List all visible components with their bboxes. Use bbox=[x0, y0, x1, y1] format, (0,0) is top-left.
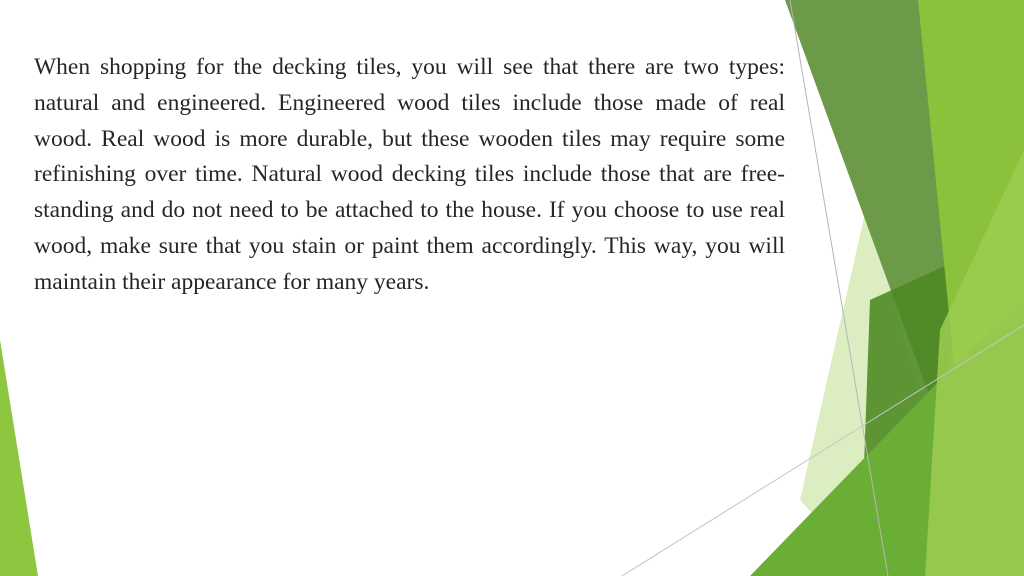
left-green-sliver bbox=[0, 340, 38, 576]
slide-body-text: When shopping for the decking tiles, you will see that there are two types: natural and engineered. Engineered wood tiles include those made of real wood. Real wood is more durable, but these wooden tiles may require some refinishing over time. Natural wood decking tiles include those that are free-standing and do not need to be attached to the house. If you choose to use real wood, make sure that you stain or paint them accordingly. This way, you will maintain their appearance for many years. bbox=[34, 54, 785, 295]
